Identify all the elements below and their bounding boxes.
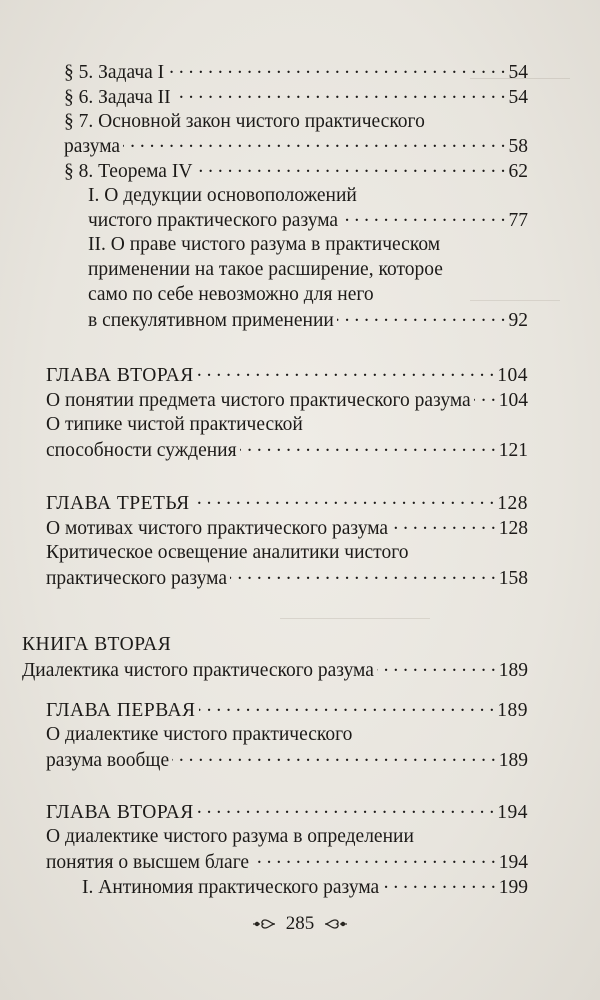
toc-page-number: 128 [497, 493, 528, 514]
toc-entry-title: § 8. Теорема IV [64, 161, 193, 182]
toc-entry [82, 875, 528, 900]
dot-leader [174, 85, 506, 103]
bleed-through-mark [470, 300, 560, 301]
toc-entry-title: Диалектика чистого практического разума [22, 660, 374, 681]
toc-page-number: 58 [508, 136, 528, 157]
toc-entry-title: О понятии предмета чистого практического разума [46, 390, 471, 411]
dot-leader [199, 698, 495, 716]
dot-leader [167, 60, 505, 78]
toc-page-number: 189 [497, 700, 528, 721]
toc-entry-title-line: I. О дедукции основоположений [88, 185, 357, 206]
toc-entry [64, 85, 528, 110]
toc-entry-title: в спекулятивном применении [88, 310, 334, 331]
dot-leader [230, 566, 496, 584]
dot-leader [382, 875, 496, 893]
dot-leader [377, 658, 496, 676]
toc-entry [46, 748, 528, 773]
toc-entry-title: практического разума [46, 568, 228, 589]
toc-chapter-heading [46, 491, 528, 516]
toc-page-number: 189 [498, 750, 528, 771]
toc-entry [88, 208, 528, 233]
toc-page-number: 92 [508, 310, 528, 331]
toc-page-number: 121 [498, 440, 528, 461]
toc-page-number: 199 [498, 877, 528, 898]
toc-entry-title: § 6. Задача II [64, 87, 171, 108]
toc-page-number: 77 [508, 210, 528, 231]
dot-leader [172, 748, 496, 766]
toc-page-number: 104 [498, 390, 528, 411]
toc-entry [64, 159, 528, 184]
dot-leader [337, 308, 506, 326]
dot-leader [391, 516, 496, 534]
bleed-through-mark [280, 618, 430, 619]
page-folio [0, 912, 600, 936]
dot-leader [197, 800, 494, 818]
toc-page-number: 54 [508, 87, 528, 108]
toc-page-number: 104 [497, 365, 528, 386]
toc-page-number: 128 [498, 518, 528, 539]
toc-entry-title: I. Антиномия практического разума [82, 877, 380, 898]
toc-entry [64, 134, 528, 159]
toc-entry-title: § 5. Задача I [64, 62, 165, 83]
toc-chapter-heading [46, 800, 528, 825]
dot-leader [474, 388, 496, 406]
toc-page-number: 54 [508, 62, 528, 83]
dot-leader [123, 134, 505, 152]
toc-entry-title: разума вообще [46, 750, 170, 771]
page-number: 285 [285, 913, 315, 934]
dot-leader [341, 208, 505, 226]
toc-entry [46, 516, 528, 541]
ornament-right-icon [323, 915, 349, 933]
toc-chapter-heading [46, 698, 528, 723]
toc-entry [64, 60, 528, 85]
toc-entry [46, 388, 528, 413]
dot-leader [197, 363, 494, 381]
toc-book-heading: КНИГА ВТОРАЯ [22, 634, 172, 655]
dot-leader [240, 438, 496, 456]
toc-entry-title: понятия о высшем благе [46, 852, 250, 873]
toc-entry [88, 308, 528, 333]
toc-entry-title-line: применении на такое расширение, которое [88, 259, 443, 280]
toc-entry [22, 658, 528, 683]
toc-page-number: 194 [497, 802, 528, 823]
toc-page-number: 158 [498, 568, 528, 589]
toc-entry-title-line: II. О праве чистого разума в практическом [88, 234, 441, 255]
dot-leader [193, 491, 495, 509]
toc-page-number: 189 [498, 660, 528, 681]
toc-entry-title-line: само по себе невозможно для него [88, 284, 374, 305]
toc-entry-title: способности суждения [46, 440, 237, 461]
toc-page-number: 194 [498, 852, 528, 873]
toc-entry-title-line: О типике чистой практической [46, 414, 303, 435]
toc-entry [46, 850, 528, 875]
toc-chapter-heading [46, 363, 528, 388]
toc-entry-title: ГЛАВА ТРЕТЬЯ [46, 493, 190, 514]
toc-entry-title: разума [64, 136, 121, 157]
toc-entry-title-line: О диалектике чистого разума в определении [46, 826, 414, 847]
toc-entry-title-line: § 7. Основной закон чистого практического [64, 111, 425, 132]
toc-entry [46, 566, 528, 591]
toc-entry-title-line: О диалектике чистого практического [46, 724, 353, 745]
toc-page-number: 62 [508, 161, 528, 182]
toc-entry-title: ГЛАВА ПЕРВАЯ [46, 700, 196, 721]
toc-entry-title: ГЛАВА ВТОРАЯ [46, 802, 194, 823]
dot-leader [195, 159, 505, 177]
toc-entry-title: чистого практического разума [88, 210, 339, 231]
toc-entry [46, 438, 528, 463]
dot-leader [252, 850, 496, 868]
toc-entry-title: О мотивах чистого практического разума [46, 518, 389, 539]
toc-entry-title-line: Критическое освещение аналитики чистого [46, 542, 409, 563]
ornament-left-icon [251, 915, 277, 933]
toc-entry-title: ГЛАВА ВТОРАЯ [46, 365, 194, 386]
